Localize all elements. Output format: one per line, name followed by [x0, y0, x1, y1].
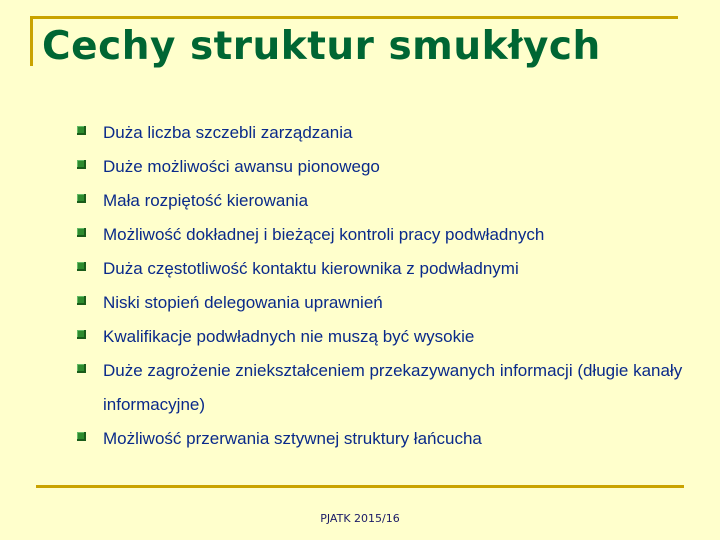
square-bullet-icon — [77, 364, 86, 373]
bullet-item — [76, 286, 686, 320]
square-bullet-icon — [77, 262, 86, 271]
bullet-item — [76, 354, 686, 422]
square-bullet-icon — [77, 194, 86, 203]
square-bullet-icon — [77, 296, 86, 305]
square-bullet-icon — [77, 126, 86, 135]
bullet-text: Niski stopień delegowania uprawnień — [103, 293, 383, 312]
square-bullet-icon — [77, 160, 86, 169]
top-divider — [30, 16, 678, 19]
square-bullet-icon — [77, 330, 86, 339]
bullet-text: Kwalifikacje podwładnych nie muszą być wysokie — [103, 327, 475, 346]
title-accent-bar — [30, 16, 33, 66]
bullet-text: Możliwość przerwania sztywnej struktury łańcucha — [103, 429, 482, 448]
bullet-item — [76, 252, 686, 286]
bullet-text: Duże możliwości awansu pionowego — [103, 157, 380, 176]
square-bullet-icon — [77, 228, 86, 237]
slide-title: Cechy struktur smukłych — [42, 24, 601, 69]
slide-footer: PJATK 2015/16 — [320, 512, 400, 525]
bullet-text: Możliwość dokładnej i bieżącej kontroli pracy podwładnych — [103, 225, 545, 244]
bullet-item — [76, 150, 686, 184]
bullet-text: Duże zagrożenie zniekształceniem przekazywanych informacji (długie kanały informacyjne) — [103, 361, 683, 414]
bullet-item — [76, 184, 686, 218]
bullet-item — [76, 422, 686, 456]
bottom-divider — [36, 485, 684, 488]
bullet-list — [76, 116, 686, 456]
square-bullet-icon — [77, 432, 86, 441]
bullet-item — [76, 116, 686, 150]
bullet-item — [76, 218, 686, 252]
bullet-text: Duża liczba szczebli zarządzania — [103, 123, 353, 142]
bullet-text: Duża częstotliwość kontaktu kierownika z podwładnymi — [103, 259, 519, 278]
bullet-item — [76, 320, 686, 354]
bullet-text: Mała rozpiętość kierowania — [103, 191, 309, 210]
